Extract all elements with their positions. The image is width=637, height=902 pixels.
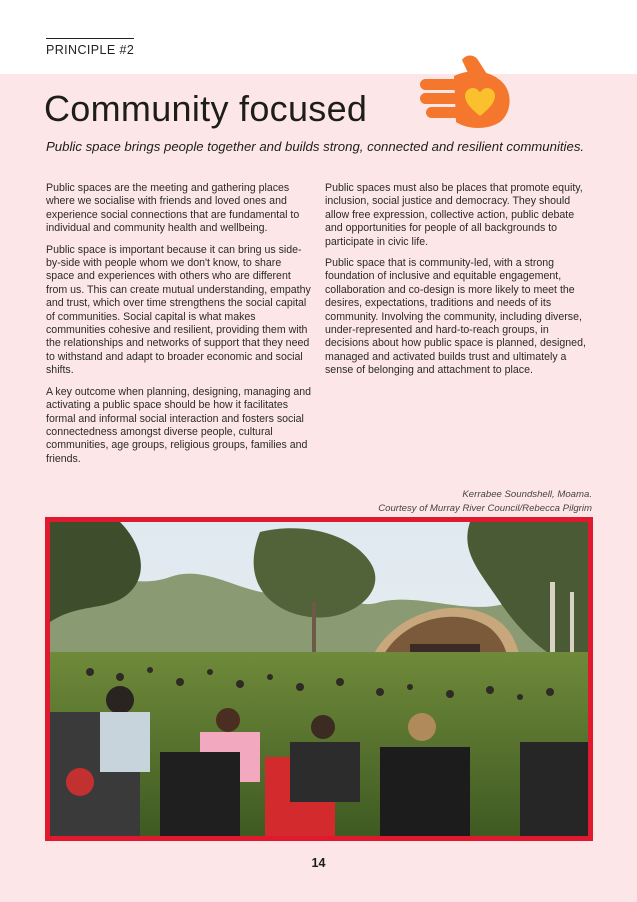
- subtitle: Public space brings people together and builds strong, connected and resilient communities.: [46, 139, 585, 154]
- left-column: [46, 182, 312, 474]
- caption-line: Courtesy of Murray River Council/Rebecca Pilgrim: [378, 502, 592, 514]
- hand-heart-icon: [418, 52, 512, 130]
- soundshell-crowd-photo: [50, 522, 588, 836]
- caption-line: Kerrabee Soundshell, Moama.: [462, 489, 592, 500]
- page-number: 14: [311, 856, 326, 870]
- eyebrow-rule: [46, 38, 134, 39]
- paragraph: Public spaces must also be places that promote equity, inclusion, social justice and democracy. They should allow free expression, collective action, public debate and opportunities for people of all backgrounds to participate in civic life.: [325, 182, 583, 248]
- paragraph: Public spaces are the meeting and gathering places where we socialise with friends and loved ones and experience social connections that are fundamental to individual and community health and wellbeing.: [46, 182, 300, 235]
- paragraph: A key outcome when planning, designing, managing and activating a public space should be how it facilitates formal and informal social interaction and fosters social connectedness amongst diverse people, cultural communities, age groups, religious groups, families and friends.: [46, 385, 312, 465]
- header-band: [0, 0, 637, 74]
- right-column: [325, 182, 591, 386]
- photo-frame: [45, 517, 593, 841]
- page-title: Community focused: [44, 88, 368, 129]
- photo-caption: [300, 488, 592, 515]
- principle-label: PRINCIPLE #2: [46, 43, 135, 57]
- paragraph: Public space that is community-led, with a strong foundation of inclusive and equitable engagement, collaboration and co-design is more likely to meet the desires, expectations, traditions and needs of its community. Involving the community, including diverse, under-represented and hard-to-reach groups, in decisions about how public space is planned, designed, managed and activated builds trust and ultimately a sense of belonging and attachment to place.: [325, 257, 586, 377]
- paragraph: Public space is important because it can bring us side-by-side with people whom we don't know, to share space and experiences with others who are different from us. This can create mutual understanding, empathy and trust, which over time strengthens the social capital of communities. Social capital is what makes communities cohesive and resilient, providing them with the relationships and networks of support that they need to withstand and adapt to broader economic and social shifts.: [46, 243, 311, 377]
